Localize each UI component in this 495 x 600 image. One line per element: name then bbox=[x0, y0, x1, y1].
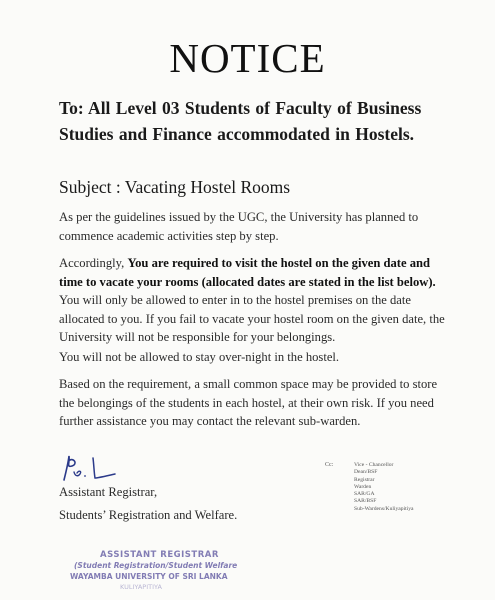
official-stamp bbox=[70, 548, 270, 600]
cc-recipient: SAR/BSF bbox=[354, 498, 377, 505]
signatory-department: Students’ Registration and Welfare. bbox=[59, 508, 238, 522]
stamp-line: (Student Registration/Student Welfare bbox=[74, 561, 238, 570]
cc-recipient: Warden bbox=[354, 483, 372, 490]
paragraph-lead: Accordingly, bbox=[59, 256, 128, 270]
cc-recipient: Dean/BSF bbox=[354, 469, 378, 476]
paragraph-rest: You will only be allowed to enter in to the hostel premises on the date allocated to you. If you fail to vacate your hostel room on the given date, the University will not be responsible for your belongings. bbox=[59, 293, 445, 344]
recipient-line: To: All Level 03 Students of Faculty of Business Studies and Finance accommodated in Hostels. bbox=[59, 98, 422, 144]
stamp-line: KULIYAPITIYA bbox=[120, 583, 162, 591]
handwritten-signature bbox=[60, 452, 130, 484]
signatory-designation: Assistant Registrar, bbox=[59, 485, 158, 499]
cc-recipient: Vice - Chancellor bbox=[354, 462, 394, 468]
stamp-line: ASSISTANT REGISTRAR bbox=[100, 550, 219, 560]
cc-recipient: Sub-Wardens/Kuliyapitiya bbox=[354, 505, 414, 512]
paragraph-instructions bbox=[59, 254, 447, 347]
cc-recipient-list bbox=[354, 462, 414, 513]
paragraph-emphasis: You are required to visit the hostel on the given date and time to vacate your rooms (allocated dates are stated in the list below). bbox=[59, 256, 436, 289]
paragraph-storage: Based on the requirement, a small common space may be provided to store the belongings of the students in each hostel, at their own risk. If you need further assistance you may contact the relevant sub-warden. bbox=[59, 377, 438, 428]
notice-title: NOTICE bbox=[169, 35, 326, 81]
cc-recipient: SAR/GA bbox=[354, 491, 375, 498]
paragraph-overnight: You will not be allowed to stay over-night in the hostel. bbox=[59, 350, 340, 364]
stamp-line: WAYAMBA UNIVERSITY OF SRI LANKA bbox=[70, 572, 228, 581]
paragraph-guidelines: As per the guidelines issued by the UGC, the University has planned to commence academic activities step by step. bbox=[59, 210, 419, 243]
cc-recipient: Registrar bbox=[354, 476, 375, 483]
subject-line: Subject : Vacating Hostel Rooms bbox=[59, 177, 291, 197]
cc-label: Cc: bbox=[325, 462, 334, 468]
